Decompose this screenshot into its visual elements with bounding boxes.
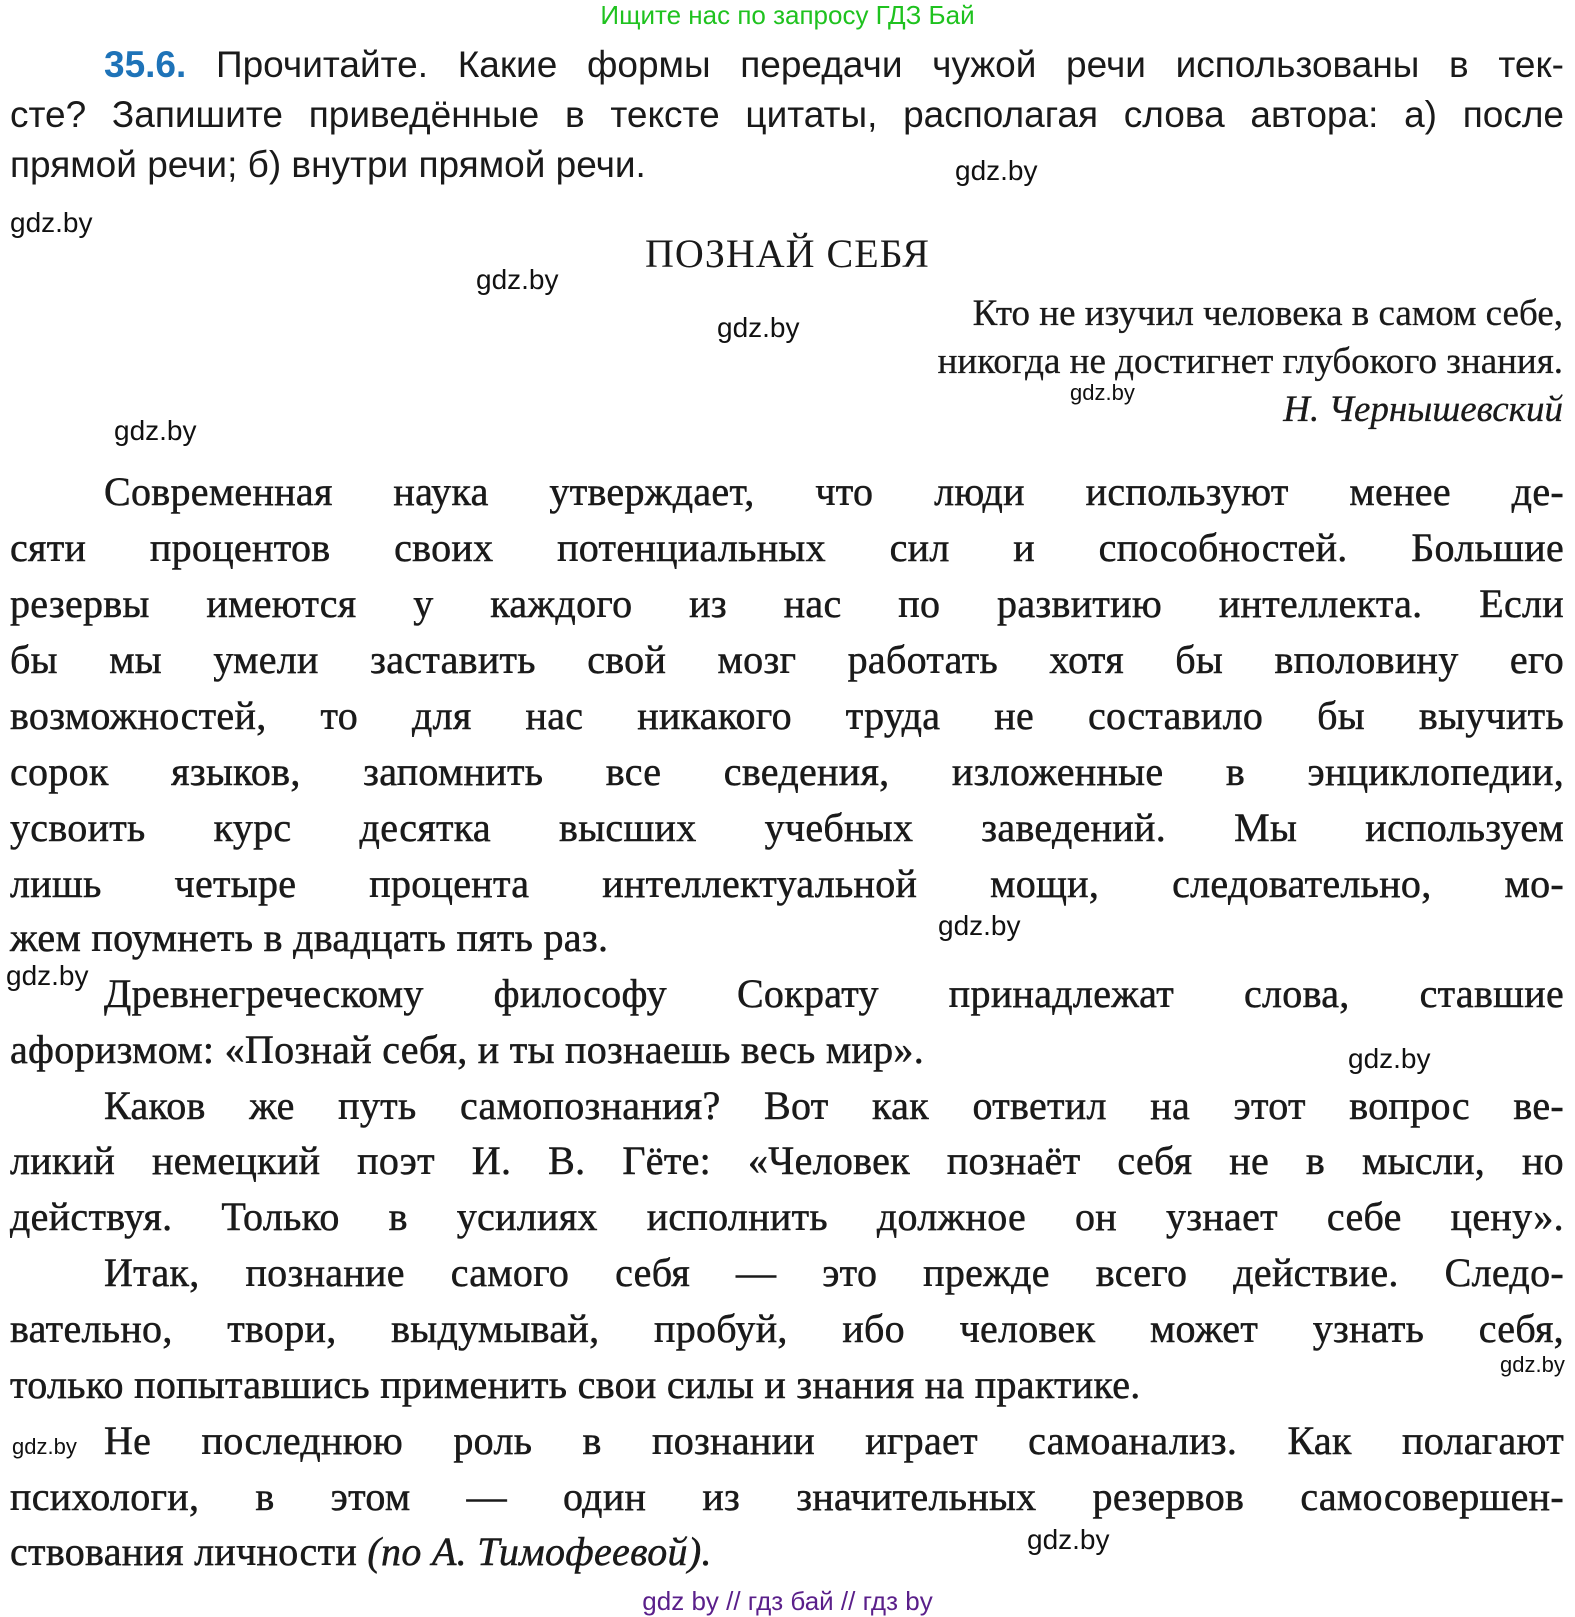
watermark: gdz.by xyxy=(1070,380,1135,405)
body-line: Итак, познание самого себя — это прежде всего действие. Следо- xyxy=(104,1250,1564,1295)
source-attribution: (по А. Тимофеевой). xyxy=(367,1529,712,1574)
epigraph-line: никогда не достигнет глубокого знания. xyxy=(937,341,1563,382)
body-line: возможностей, то для нас никакого труда не составило бы выучить xyxy=(10,693,1564,738)
body-text: ствования личности xyxy=(10,1529,358,1574)
body-line: Каков же путь самопознания? Вот как ответил на этот вопрос ве- xyxy=(104,1083,1564,1128)
body-line: лишь четыре процента интеллектуальной мощи, следовательно, мо- xyxy=(10,861,1564,906)
epigraph-line: Кто не изучил человека в самом себе, xyxy=(972,293,1563,334)
watermark: gdz.by xyxy=(1027,1524,1110,1555)
text-title: ПОЗНАЙ СЕБЯ xyxy=(645,231,930,276)
task-instruction xyxy=(10,40,1564,190)
body-line: жем поумнеть в двадцать пять раз. xyxy=(10,915,609,960)
task-text: Прочитайте. Какие формы передачи чужой речи использованы в тек- xyxy=(215,44,1565,85)
top-banner: Ищите нас по запросу ГДЗ Бай xyxy=(600,0,975,30)
task-line: прямой речи; б) внутри прямой речи. xyxy=(10,144,646,185)
body-line: афоризмом: «Познай себя, и ты познаешь весь мир». xyxy=(10,1027,925,1072)
body-line: действуя. Только в усилиях исполнить должное он узнает себе цену». xyxy=(10,1194,1564,1239)
watermark: gdz.by xyxy=(114,415,197,446)
body-line: усвоить курс десятка высших учебных заведений. Мы используем xyxy=(10,805,1564,850)
watermark: gdz.by xyxy=(717,312,800,343)
body-line: бы мы умели заставить свой мозг работать хотя бы вполовину его xyxy=(10,637,1564,682)
watermark: gdz.by xyxy=(12,1434,77,1459)
watermark: gdz.by xyxy=(6,960,89,991)
body-line: Современная наука утверждает, что люди используют менее де- xyxy=(104,469,1564,514)
epigraph-author: Н. Чернышевский xyxy=(1283,389,1563,430)
watermark: gdz.by xyxy=(938,910,1021,941)
task-line: сте? Запишите приведённые в тексте цитаты, располагая слова автора: а) после xyxy=(10,94,1564,135)
body-line: только попытавшись применить свои силы и знания на практике. xyxy=(10,1362,1141,1407)
body-line: резервы имеются у каждого из нас по развитию интеллекта. Если xyxy=(10,581,1564,626)
watermark: gdz.by xyxy=(10,207,93,238)
body-line: ликий немецкий поэт И. В. Гёте: «Человек познаёт себя не в мысли, но xyxy=(10,1138,1564,1183)
body-line: вательно, твори, выдумывай, пробуй, ибо человек может узнать себя, xyxy=(10,1306,1564,1351)
footer-watermark: gdz by // гдз бай // гдз by xyxy=(642,1586,933,1616)
watermark: gdz.by xyxy=(1500,1352,1565,1377)
body-line: сорок языков, запомнить все сведения, изложенные в энциклопедии, xyxy=(10,749,1564,794)
task-line xyxy=(10,40,1564,90)
watermark: gdz.by xyxy=(955,155,1038,186)
body-line: психологи, в этом — один из значительных резервов самосовершен- xyxy=(10,1474,1564,1519)
watermark: gdz.by xyxy=(476,264,559,295)
body-line: сяти процентов своих потенциальных сил и способностей. Большие xyxy=(10,525,1564,570)
body-line: Древнегреческому философу Сократу принадлежат слова, ставшие xyxy=(104,971,1564,1016)
body-line xyxy=(10,1524,1564,1580)
task-number: 35.6. xyxy=(104,44,187,85)
body-line: Не последнюю роль в познании играет самоанализ. Как полагают xyxy=(104,1418,1564,1463)
watermark: gdz.by xyxy=(1348,1043,1431,1074)
